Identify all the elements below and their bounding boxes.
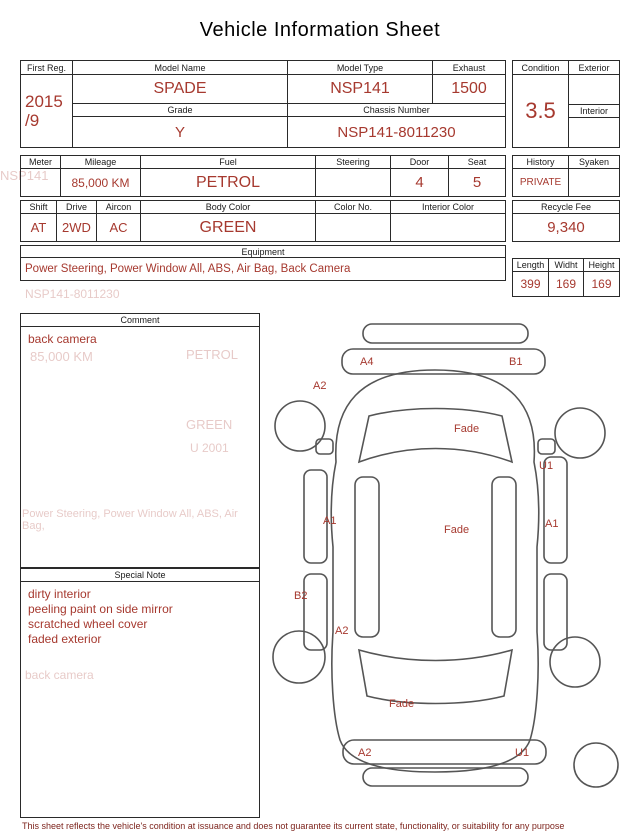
exterior-label: Exterior [569, 61, 619, 75]
width-value: 169 [549, 272, 584, 296]
exhaust-value: 1500 [433, 75, 505, 104]
seat-value: 5 [472, 174, 482, 191]
comment-text: back camera [28, 332, 97, 346]
panel-mark-a2-left-rear: A2 [335, 625, 349, 637]
special-note-line: faded exterior [28, 632, 102, 646]
first-reg-label: First Reg. [21, 61, 73, 75]
special-note-box [20, 568, 260, 818]
aircon-label: Aircon [97, 201, 141, 214]
length-label: Length [513, 259, 549, 272]
disclaimer-text: This sheet reflects the vehicle's condition at issuance and does not guarantee its current state, functionality, or suitability for any purpose [22, 821, 565, 831]
fade-mark-roof: Fade [444, 524, 470, 536]
chassis-number-value: NSP141-8011230 [337, 123, 456, 141]
drive-label: Drive [57, 201, 97, 214]
fuel-label: Fuel [141, 156, 316, 169]
model-type-label: Model Type [288, 61, 433, 75]
ghost-text: NSP141-8011230 [25, 287, 120, 301]
steering-value-cell [316, 169, 391, 196]
ghost-text: 85,000 KM [30, 349, 93, 364]
panel-mark-b1: B1 [509, 356, 523, 368]
panel-mark-b2: B2 [294, 590, 308, 602]
drivetrain-table [20, 200, 506, 242]
syaken-label: Syaken [569, 156, 619, 169]
panel-mark-u1-right: U1 [539, 460, 554, 472]
ghost-text: back camera [25, 668, 94, 682]
first-reg-year: 2015 [25, 92, 63, 111]
dimensions-table [512, 258, 620, 297]
syaken-value-cell [569, 169, 619, 196]
equipment-label: Equipment [21, 246, 505, 258]
color-no-label: Color No. [316, 201, 391, 214]
history-value: PRIVATE [513, 169, 569, 196]
model-type-value: NSP141 [288, 75, 433, 104]
width-label: Widht [549, 259, 584, 272]
interior-color-value-cell [391, 214, 505, 241]
condition-table [512, 60, 620, 148]
panel-mark-a1-left: A1 [323, 515, 337, 527]
fuel-value: PETROL [141, 169, 316, 196]
length-value: 399 [513, 272, 549, 296]
shift-label: Shift [21, 201, 57, 214]
first-reg-month: /9 [25, 111, 40, 130]
condition-label: Condition [513, 61, 569, 75]
mileage-label: Mileage [61, 156, 141, 169]
recycle-fee-label: Recycle Fee [513, 201, 619, 214]
interior-color-label: Interior Color [391, 201, 505, 214]
ghost-text: NSP141 [0, 168, 49, 183]
registration-table [20, 60, 506, 148]
recycle-fee-value: 9,340 [547, 219, 585, 236]
aircon-value: AC [97, 214, 141, 241]
special-note-line: scratched wheel cover [28, 617, 148, 631]
interior-grade-cell [569, 118, 619, 147]
drive-value: 2WD [57, 214, 97, 241]
equipment-table [20, 245, 506, 281]
door-value: 4 [391, 169, 449, 196]
spec-table [20, 155, 506, 197]
color-no-value-cell [316, 214, 391, 241]
condition-score: 3.5 [513, 75, 569, 147]
first-reg-value [21, 75, 73, 147]
mileage-value: 85,000 KM [61, 169, 141, 196]
ghost-text: U 2001 [190, 441, 229, 455]
seat-label: Seat [449, 156, 505, 169]
model-name-label: Model Name [73, 61, 288, 75]
meter-value-cell [21, 169, 61, 196]
recycle-fee-table [512, 200, 620, 242]
grade-label: Grade [73, 104, 288, 117]
comment-box [20, 313, 260, 568]
equipment-value: Power Steering, Power Window All, ABS, Air Bag, Back Camera [25, 263, 351, 275]
comment-header: Comment [21, 314, 259, 327]
model-name-value: SPADE [73, 75, 288, 104]
history-table [512, 155, 620, 197]
meter-label: Meter [21, 156, 61, 169]
special-note-line: dirty interior [28, 587, 91, 601]
body-color-value: GREEN [141, 214, 316, 241]
steering-label: Steering [316, 156, 391, 169]
car-outline [273, 324, 618, 787]
body-color-label: Body Color [141, 201, 316, 214]
exhaust-label: Exhaust [433, 61, 505, 75]
chassis-number-label: Chassis Number [288, 104, 505, 117]
height-value: 169 [591, 277, 612, 291]
ghost-text: Power Steering, Power Window All, ABS, Air Bag, [22, 508, 238, 532]
special-note-header: Special Note [21, 569, 259, 582]
panel-mark-a4: A4 [360, 356, 374, 368]
panel-mark-a2-rear: A2 [358, 747, 372, 759]
height-label: Height [584, 259, 619, 272]
special-note-line: peeling paint on side mirror [28, 602, 173, 616]
ghost-text: PETROL [186, 347, 239, 362]
comment-body [21, 328, 259, 567]
fade-mark-hood: Fade [454, 423, 480, 435]
grade-value: Y [73, 117, 288, 147]
history-label: History [513, 156, 569, 169]
ghost-text: GREEN [186, 417, 233, 432]
door-label: Door [391, 156, 449, 169]
panel-mark-u1-rear: U1 [515, 747, 530, 759]
panel-mark-a2-front: A2 [313, 380, 327, 392]
special-note-body [21, 583, 259, 817]
shift-value: AT [21, 214, 57, 241]
panel-mark-a1-right: A1 [545, 518, 559, 530]
car-diagram [263, 312, 635, 804]
page-title: Vehicle Information Sheet [199, 19, 441, 41]
interior-label: Interior [569, 105, 619, 118]
exterior-grade-cell [569, 75, 619, 105]
fade-mark-rear: Fade [389, 698, 415, 710]
